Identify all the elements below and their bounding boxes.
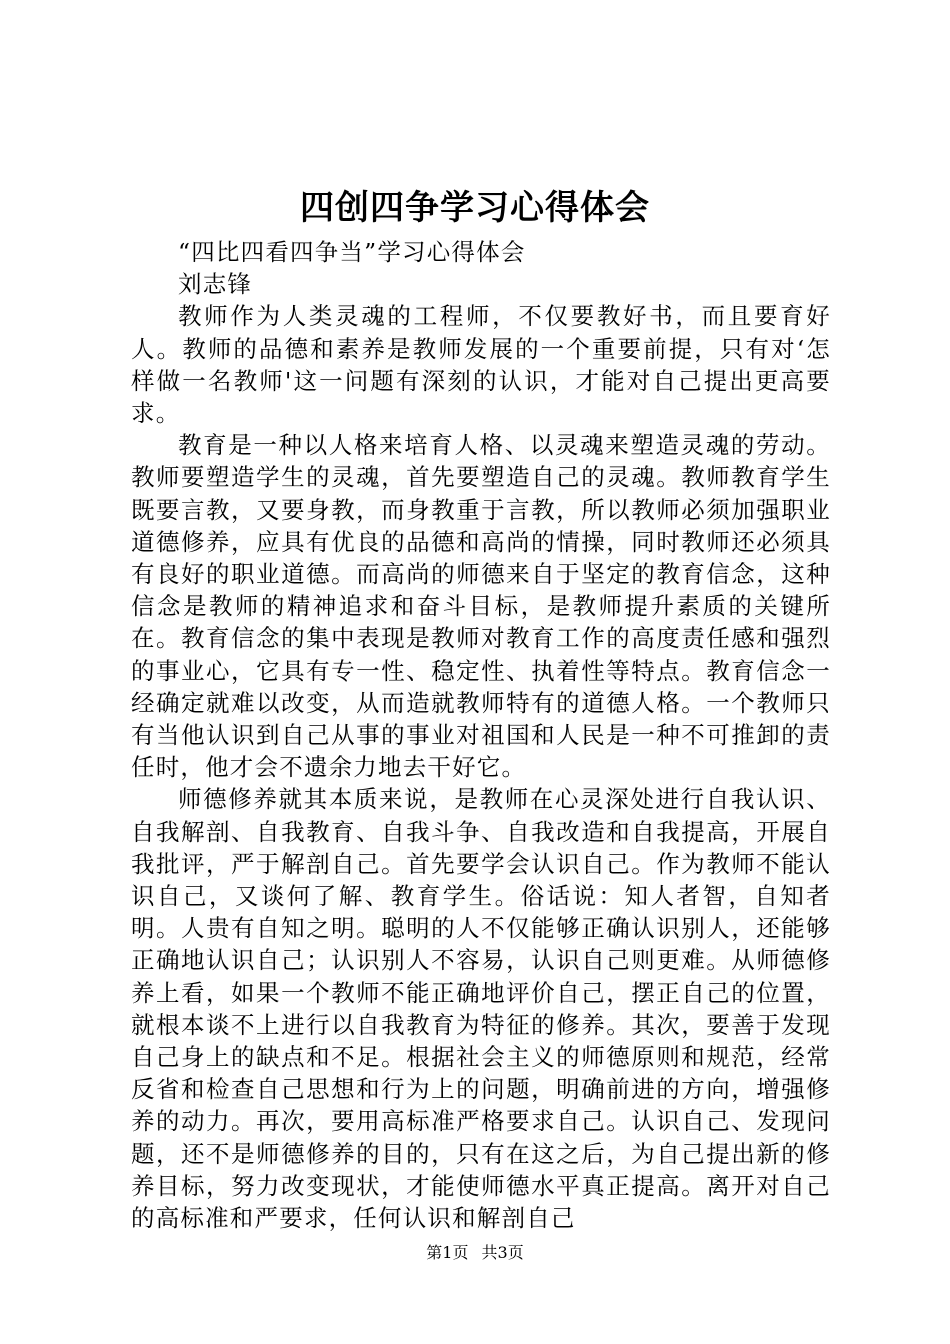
page-total: 共3页 xyxy=(481,1243,524,1262)
page-number: 第1页 xyxy=(426,1243,469,1262)
body-paragraph: 教师作为人类灵魂的工程师，不仅要教好书，而且要育好人。教师的品德和素养是教师发展的一个重要前提，只有对‘怎样做一名教师'这一问题有深刻的认识，才能对自己提出更高要求。 xyxy=(131,302,831,428)
subtitle-line: “四比四看四争当”学习心得体会 xyxy=(178,238,526,266)
document-title: 四创四争学习心得体会 xyxy=(300,188,650,228)
author-line: 刘志锋 xyxy=(178,270,253,299)
page-footer xyxy=(0,1241,950,1265)
document-body xyxy=(131,236,831,1234)
body-paragraph: 师德修养就其本质来说，是教师在心灵深处进行自我认识、自我解剖、自我教育、自我斗争、自我改造和自我提高，开展自我批评，严于解剖自己。首先要学会认识自己。作为教师不能认识自己，又谈何了解、教育学生。俗话说：知人者智，自知者明。人贵有自知之明。聪明的人不仅能够正确认识别人，还能够正确地认识自己；认识别人不容易，认识自己则更难。从师德修养上看，如果一个教师不能正确地评价自己，摆正自己的位置，就根本谈不上进行以自我教育为特征的修养。其次，要善于发现自己身上的缺点和不足。根据社会主义的师德原则和规范，经常反省和检查自己思想和行为上的问题，明确前进的方向，增强修养的动力。再次，要用高标准严格要求自己。认识自己、发现问题，还不是师德修养的目的，只有在这之后，为自己提出新的修养目标，努力改变现状，才能使师德水平真正提高。离开对自己的高标准和严要求，任何认识和解剖自己 xyxy=(131,785,831,1233)
body-paragraph: 教育是一种以人格来培育人格、以灵魂来塑造灵魂的劳动。教师要塑造学生的灵魂，首先要塑造自己的灵魂。教师教育学生既要言教，又要身教，而身教重于言教，所以教师必须加强职业道德修养，应具有优良的品德和高尚的情操，同时教师还必须具有良好的职业道德。而高尚的师德来自于坚定的教育信念，这种信念是教师的精神追求和奋斗目标，是教师提升素质的关键所在。教育信念的集中表现是教师对教育工作的高度责任感和强烈的事业心，它具有专一性、稳定性、执着性等特点。教育信念一经确定就难以改变，从而造就教师特有的道德人格。一个教师只有当他认识到自己从事的事业对祖国和人民是一种不可推卸的责任时，他才会不遗余力地去干好它。 xyxy=(131,431,831,782)
